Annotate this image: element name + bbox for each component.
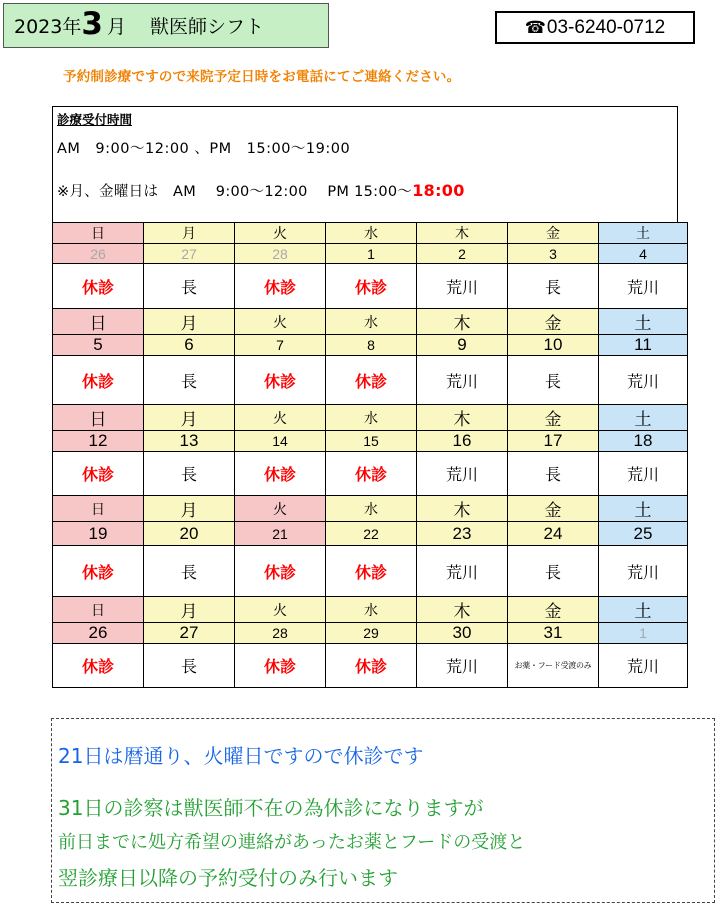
week-4-staff-row — [53, 546, 688, 597]
day-label: 火 — [235, 405, 326, 431]
day-label: 日 — [53, 223, 144, 244]
day-label: 日 — [53, 496, 144, 522]
staff-cell: 荒川 — [417, 264, 508, 309]
week-2-staff-row — [53, 356, 688, 405]
day-label: 金 — [508, 405, 599, 431]
phone-number: 03-6240-0712 — [546, 16, 666, 38]
day-label: 火 — [235, 597, 326, 623]
title-month: 3 — [81, 5, 103, 42]
staff-cell: 長 — [144, 356, 235, 405]
day-label: 木 — [417, 597, 508, 623]
day-label: 金 — [508, 597, 599, 623]
week-3-day-row — [53, 405, 688, 431]
date-cell: 12 — [53, 431, 144, 452]
week-4-date-row — [53, 522, 688, 546]
hours-line-1: AM 9:00～12:00 、PM 15:00～19:00 — [57, 141, 351, 157]
closed-cell: 休診 — [53, 264, 144, 309]
day-label: 日 — [53, 597, 144, 623]
notes-box — [51, 718, 715, 903]
closed-cell: 休診 — [235, 644, 326, 688]
week-5-date-row — [53, 623, 688, 644]
day-label: 土 — [599, 496, 688, 522]
closed-cell: 休診 — [53, 644, 144, 688]
date-cell: 28 — [235, 623, 326, 644]
day-label: 月 — [144, 405, 235, 431]
day-label: 金 — [508, 496, 599, 522]
staff-cell-medicine-only: お薬・フード受渡のみ — [508, 644, 599, 688]
staff-cell: 長 — [144, 546, 235, 597]
note-holiday: 21日は暦通り、火曜日ですので休診です — [58, 744, 424, 768]
date-cell: 3 — [508, 244, 599, 264]
staff-cell: 長 — [508, 264, 599, 309]
day-label: 日 — [53, 405, 144, 431]
staff-cell: 荒川 — [599, 264, 688, 309]
date-cell: 19 — [53, 522, 144, 546]
phone-icon: ☎ — [524, 17, 546, 37]
date-cell: 4 — [599, 244, 688, 264]
closed-cell: 休診 — [53, 452, 144, 496]
staff-cell: 長 — [144, 264, 235, 309]
hours-box — [52, 106, 678, 223]
date-cell: 30 — [417, 623, 508, 644]
day-label: 水 — [326, 223, 417, 244]
hours-header: 診療受付時間 — [57, 112, 133, 127]
staff-cell: 荒川 — [599, 356, 688, 405]
date-cell: 25 — [599, 522, 688, 546]
date-cell: 23 — [417, 522, 508, 546]
note-reservation: 翌診療日以降の予約受付のみ行います — [58, 866, 398, 890]
date-cell: 24 — [508, 522, 599, 546]
staff-cell: 長 — [144, 644, 235, 688]
day-label: 日 — [53, 309, 144, 335]
day-label: 土 — [599, 309, 688, 335]
staff-cell: 長 — [508, 546, 599, 597]
date-cell: 10 — [508, 335, 599, 356]
day-label: 月 — [144, 223, 235, 244]
day-label: 月 — [144, 597, 235, 623]
date-cell: 29 — [326, 623, 417, 644]
day-label: 水 — [326, 496, 417, 522]
staff-cell: 荒川 — [417, 452, 508, 496]
date-cell: 9 — [417, 335, 508, 356]
day-label: 火 — [235, 309, 326, 335]
date-cell: 20 — [144, 522, 235, 546]
day-label: 木 — [417, 496, 508, 522]
staff-cell: 荒川 — [599, 546, 688, 597]
staff-cell: 荒川 — [417, 356, 508, 405]
week-4-day-row — [53, 496, 688, 522]
day-label: 木 — [417, 405, 508, 431]
note-medicine-pickup: 前日までに処方希望の連絡があったお薬とフードの受渡と — [58, 832, 526, 853]
week-5-staff-row — [53, 644, 688, 688]
title-year: 2023年 — [14, 16, 82, 38]
week-3-date-row — [53, 431, 688, 452]
staff-cell: 荒川 — [417, 644, 508, 688]
closed-cell: 休診 — [326, 356, 417, 405]
week-1-staff-row — [53, 264, 688, 309]
day-label: 火 — [235, 496, 326, 522]
date-cell: 1 — [599, 623, 688, 644]
staff-cell: 荒川 — [599, 644, 688, 688]
date-cell: 6 — [144, 335, 235, 356]
day-label: 火 — [235, 223, 326, 244]
date-cell: 5 — [53, 335, 144, 356]
date-cell: 8 — [326, 335, 417, 356]
closed-cell: 休診 — [326, 546, 417, 597]
week-1-day-row — [53, 223, 688, 244]
week-1-date-row — [53, 244, 688, 264]
date-cell: 11 — [599, 335, 688, 356]
closed-cell: 休診 — [326, 644, 417, 688]
date-cell: 15 — [326, 431, 417, 452]
date-cell: 16 — [417, 431, 508, 452]
day-label: 水 — [326, 405, 417, 431]
closed-cell: 休診 — [235, 452, 326, 496]
date-cell: 26 — [53, 244, 144, 264]
shift-calendar — [52, 222, 688, 688]
day-label: 土 — [599, 597, 688, 623]
date-cell: 27 — [144, 623, 235, 644]
date-cell: 1 — [326, 244, 417, 264]
date-cell: 7 — [235, 335, 326, 356]
day-label: 月 — [144, 309, 235, 335]
closed-cell: 休診 — [53, 356, 144, 405]
closed-cell: 休診 — [326, 452, 417, 496]
day-label: 金 — [508, 309, 599, 335]
closed-cell: 休診 — [235, 546, 326, 597]
closed-cell: 休診 — [53, 546, 144, 597]
week-3-staff-row — [53, 452, 688, 496]
day-label: 月 — [144, 496, 235, 522]
date-cell: 17 — [508, 431, 599, 452]
date-cell: 28 — [235, 244, 326, 264]
staff-cell: 長 — [508, 356, 599, 405]
title-subtitle: 獣医師シフト — [149, 16, 264, 38]
date-cell: 27 — [144, 244, 235, 264]
date-cell: 22 — [326, 522, 417, 546]
week-5-day-row — [53, 597, 688, 623]
closed-cell: 休診 — [235, 356, 326, 405]
day-label: 水 — [326, 309, 417, 335]
note-31st: 31日の診察は獣医師不在の為休診になりますが — [58, 796, 484, 820]
date-cell: 31 — [508, 623, 599, 644]
title-banner — [3, 3, 329, 48]
day-label: 土 — [599, 223, 688, 244]
day-label: 水 — [326, 597, 417, 623]
date-cell: 2 — [417, 244, 508, 264]
staff-cell: 長 — [508, 452, 599, 496]
day-label: 木 — [417, 309, 508, 335]
week-2-date-row — [53, 335, 688, 356]
staff-cell: 長 — [144, 452, 235, 496]
closed-cell: 休診 — [326, 264, 417, 309]
reservation-notice: 予約制診療ですので来院予定日時をお電話にてご連絡ください。 — [63, 69, 461, 85]
date-cell: 14 — [235, 431, 326, 452]
hours-line-2 — [57, 180, 677, 201]
title-month-suffix: 月 — [106, 16, 126, 38]
day-label: 金 — [508, 223, 599, 244]
day-label: 木 — [417, 223, 508, 244]
hours-line-2-text: ※月、金曜日は AM 9:00～12:00 PM 15:00～ — [57, 184, 413, 200]
date-cell: 21 — [235, 522, 326, 546]
staff-cell: 荒川 — [417, 546, 508, 597]
day-label: 土 — [599, 405, 688, 431]
date-cell: 26 — [53, 623, 144, 644]
closed-cell: 休診 — [235, 264, 326, 309]
hours-line-2-red: 18:00 — [412, 181, 465, 200]
date-cell: 18 — [599, 431, 688, 452]
date-cell: 13 — [144, 431, 235, 452]
staff-cell: 荒川 — [599, 452, 688, 496]
phone-box — [495, 11, 695, 44]
week-2-day-row — [53, 309, 688, 335]
